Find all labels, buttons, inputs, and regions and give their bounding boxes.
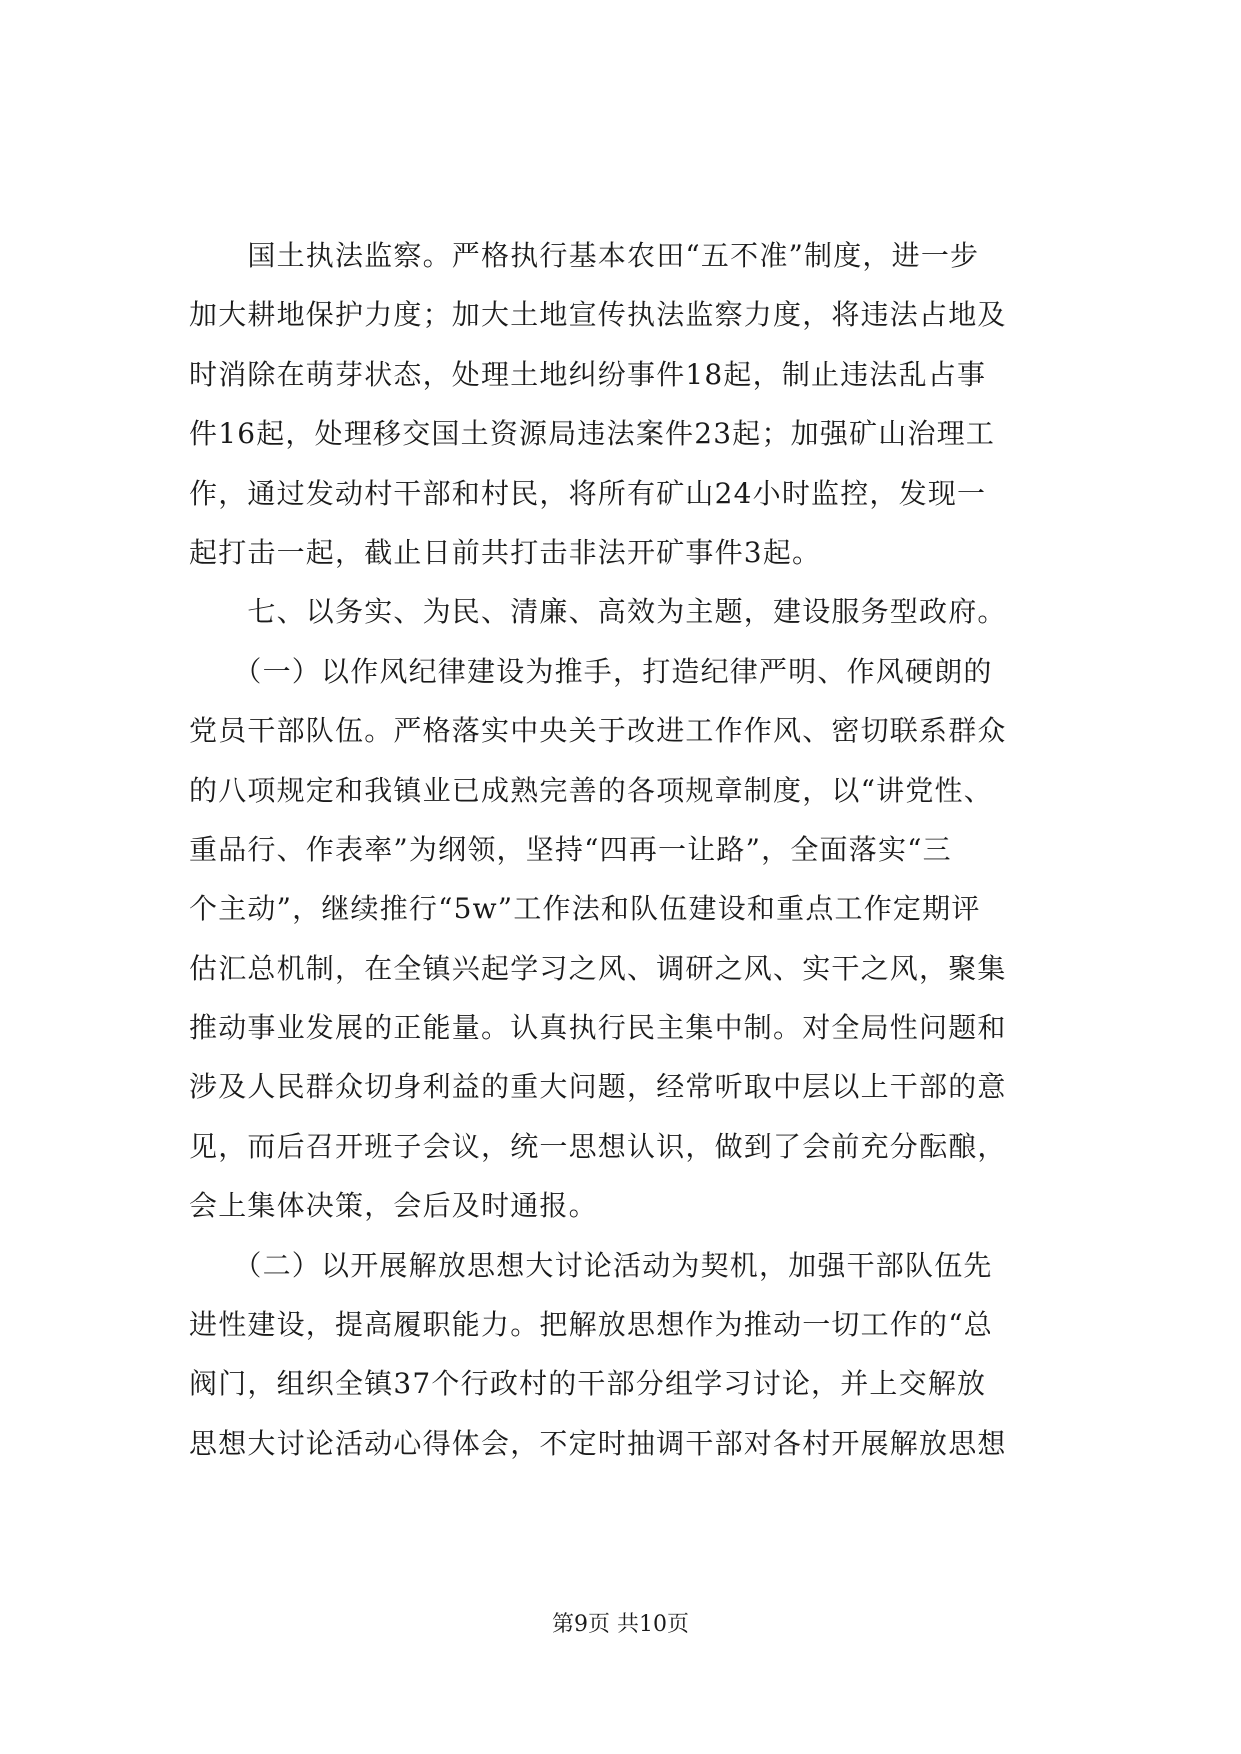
- text-line: 国土执法监察。严格执行基本农田“五不准”制度，进一步: [189, 239, 980, 272]
- text-line: 见，而后召开班子会议，统一思想认识，做到了会前充分酝酿，: [189, 1129, 1007, 1163]
- text-line: 推动事业发展的正能量。认真执行民主集中制。对全局性问题和: [189, 1011, 1007, 1045]
- document-body: [189, 226, 1089, 1473]
- text-line: 重品行、作表率”为纲领，坚持“四再一让路”，全面落实“三: [189, 832, 952, 866]
- text-line: 阀门，组织全镇37个行政村的干部分组学习讨论，并上交解放: [189, 1367, 987, 1401]
- text-line: 件16起，处理移交国土资源局违法案件23起；加强矿山治理工: [189, 417, 996, 451]
- page-number-footer: 第9页 共10页: [552, 1612, 689, 1637]
- text-line: 个主动”，继续推行“5w”工作法和队伍建设和重点工作定期评: [189, 892, 981, 926]
- section-heading: 七、以务实、为民、清廉、高效为主题，建设服务型政府。: [189, 595, 1007, 629]
- text-line: 进性建设，提高履职能力。把解放思想作为推动一切工作的“总: [189, 1308, 993, 1342]
- text-line: 加大耕地保护力度；加大土地宣传执法监察力度，将违法占地及: [189, 298, 1007, 332]
- text-line: 思想大讨论活动心得体会，不定时抽调干部对各村开展解放思想: [189, 1426, 1007, 1460]
- text-line: 作，通过发动村干部和村民，将所有矿山24小时监控，发现一: [189, 476, 987, 510]
- text-line: 会上集体决策，会后及时通报。: [189, 1189, 598, 1223]
- text-line: （一）以作风纪律建设为推手，打造纪律严明、作风硬朗的: [189, 654, 993, 688]
- text-line: 涉及人民群众切身利益的重大问题，经常听取中层以上干部的意: [189, 1070, 1007, 1104]
- text-line: 起打击一起，截止日前共打击非法开矿事件3起。: [189, 535, 822, 569]
- text-line: 估汇总机制，在全镇兴起学习之风、调研之风、实干之风，聚集: [189, 951, 1007, 985]
- text-line: （二）以开展解放思想大讨论活动为契机，加强干部队伍先: [189, 1248, 993, 1282]
- text-line: 时消除在萌芽状态，处理土地纠纷事件18起，制止违法乱占事: [189, 357, 987, 391]
- text-line: 党员干部队伍。严格落实中央关于改进工作作风、密切联系群众: [189, 714, 1007, 748]
- text-line: 的八项规定和我镇业已成熟完善的各项规章制度，以“讲党性、: [189, 773, 993, 807]
